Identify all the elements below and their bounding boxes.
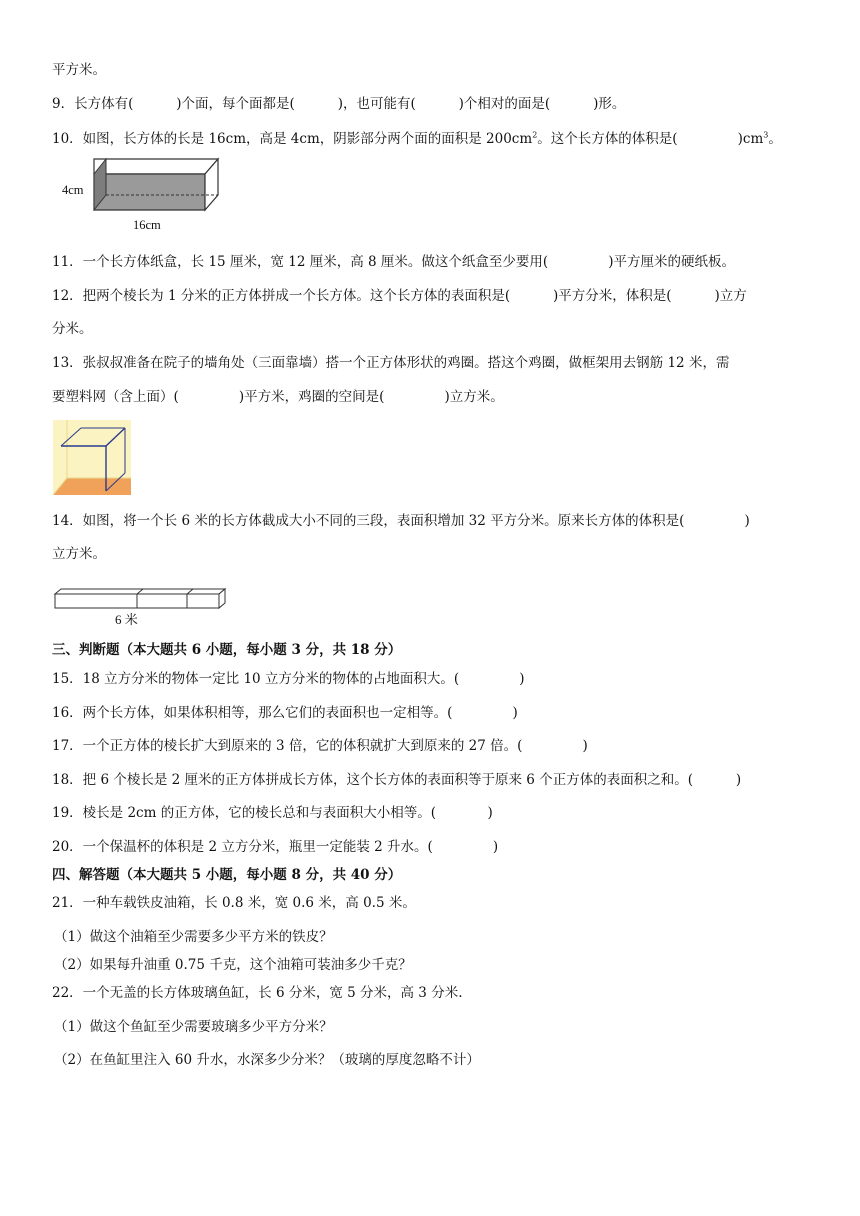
question-17: 17．一个正方体的棱长扩大到原来的 3 倍，它的体积就扩大到原来的 27 倍。( ) bbox=[52, 738, 588, 754]
bar-length-label: 6 米 bbox=[115, 612, 138, 627]
question-12-line1: 12．把两个棱长为 1 分米的正方体拼成一个长方体。这个长方体的表面积是( )平方分米，体积是( )立方 bbox=[52, 288, 747, 304]
question-20: 20．一个保温杯的体积是 2 立方分米，瓶里一定能装 2 升水。( ) bbox=[52, 839, 499, 855]
cuboid-length-label: 16cm bbox=[133, 218, 161, 232]
question-22-part2: （2）在鱼缸里注入 60 升水，水深多少分米？（玻璃的厚度忽略不计） bbox=[54, 1052, 480, 1068]
line-continuation: 平方米。 bbox=[52, 62, 106, 78]
question-11: 11．一个长方体纸盒，长 15 厘米，宽 12 厘米，高 8 厘米。做这个纸盒至少要用( )平方厘米的硬纸板。 bbox=[52, 254, 735, 270]
section-3-heading: 三、判断题（本大题共 6 小题，每小题 3 分，共 18 分） bbox=[52, 642, 402, 658]
question-14-line1: 14．如图，将一个长 6 米的长方体截成大小不同的三段，表面积增加 32 平方分米。原来长方体的体积是( ) bbox=[52, 513, 750, 529]
bar-figure-q14 bbox=[53, 586, 233, 628]
question-21-part2: （2）如果每升油重 0.75 千克，这个油箱可装油多少千克？ bbox=[54, 957, 412, 973]
section-4-heading: 四、解答题（本大题共 5 小题，每小题 8 分，共 40 分） bbox=[52, 867, 402, 883]
question-13-line2: 要塑料网（含上面）( )平方米，鸡圈的空间是( )立方米。 bbox=[52, 389, 504, 405]
question-12-line2: 分米。 bbox=[52, 321, 93, 337]
question-21: 21．一种车载铁皮油箱，长 0.8 米，宽 0.6 米，高 0.5 米。 bbox=[52, 895, 416, 911]
question-15: 15．18 立方分米的物体一定比 10 立方分米的物体的占地面积大。( ) bbox=[52, 671, 525, 687]
question-22: 22．一个无盖的长方体玻璃鱼缸，长 6 分米，宽 5 分米，高 3 分米. bbox=[52, 985, 463, 1001]
question-21-part1: （1）做这个油箱至少需要多少平方米的铁皮？ bbox=[54, 929, 333, 945]
question-14-line2: 立方米。 bbox=[52, 546, 106, 562]
corner-cube-figure-q13 bbox=[53, 420, 131, 495]
cuboid-figure-q10 bbox=[60, 152, 230, 234]
cuboid-front-face-shaded bbox=[94, 174, 205, 210]
question-22-part1: （1）做这个鱼缸至少需要玻璃多少平方分米？ bbox=[54, 1019, 333, 1035]
cuboid-height-label: 4cm bbox=[62, 183, 84, 197]
question-10: 10．如图，长方体的长是 16cm，高是 4cm，阴影部分两个面的面积是 $200cm^2$。这个长方体的体积是( )$cm^3$。 bbox=[52, 130, 782, 147]
question-18: 18．把 6 个棱长是 2 厘米的正方体拼成长方体，这个长方体的表面积等于原来 6 个正方体的表面积之和。( ) bbox=[52, 772, 742, 788]
question-16: 16．两个长方体，如果体积相等，那么它们的表面积也一定相等。( ) bbox=[52, 705, 518, 721]
cuboid-top-face bbox=[94, 159, 218, 174]
question-19: 19．棱长是 2cm 的正方体，它的棱长总和与表面积大小相等。( ) bbox=[52, 805, 493, 821]
question-9: 9．长方体有( )个面，每个面都是( )，也可能有( )个相对的面是( )形。 bbox=[52, 96, 626, 112]
question-13-line1: 13．张叔叔准备在院子的墙角处（三面靠墙）搭一个正方体形状的鸡圈。搭这个鸡圈，做框架用去钢筋 12 米，需 bbox=[52, 355, 730, 371]
